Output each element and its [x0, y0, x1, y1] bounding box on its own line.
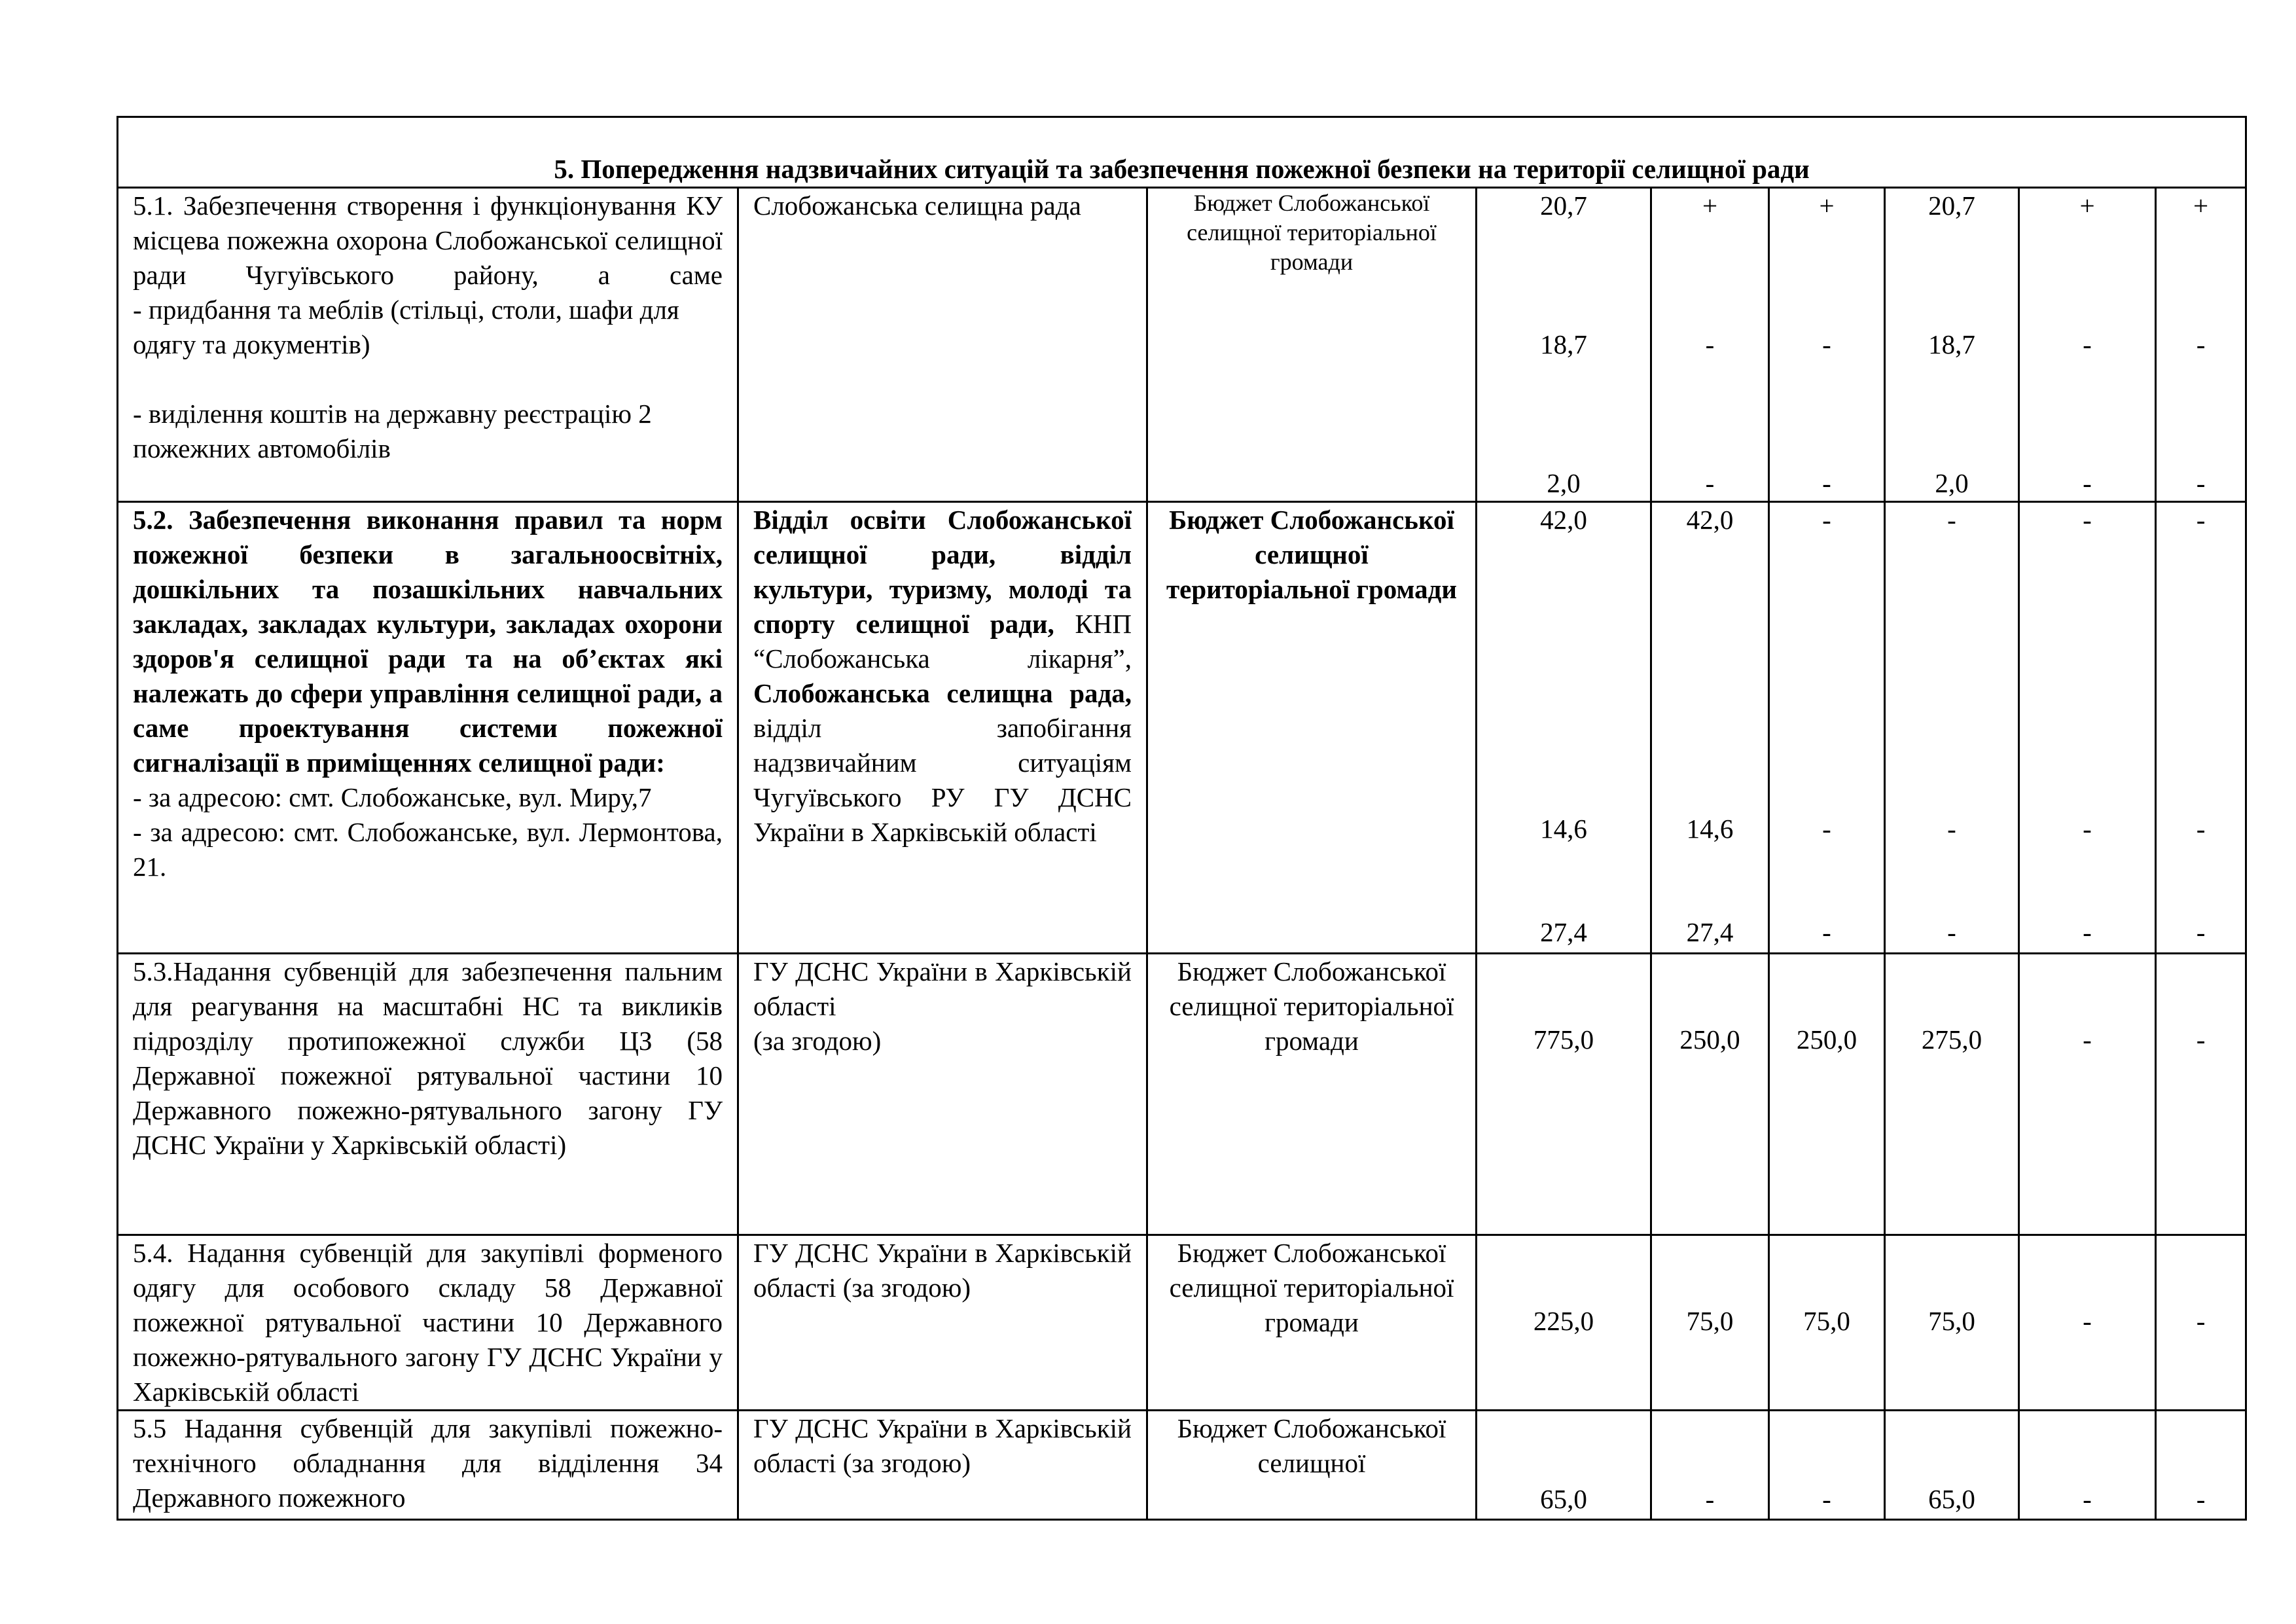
- value: -: [2196, 1024, 2206, 1055]
- value-cell: [1769, 502, 1885, 954]
- value-cell: [1477, 954, 1651, 1235]
- value-cell: [1651, 188, 1769, 502]
- value: 250,0: [1796, 1024, 1857, 1055]
- value: 27,4: [1686, 917, 1734, 947]
- table-row: [118, 1235, 2246, 1411]
- value: 42,0: [1686, 505, 1734, 535]
- value: 18,7: [1540, 329, 1587, 359]
- value: +: [1702, 190, 1718, 221]
- table-row: [118, 502, 2246, 954]
- value: +: [2079, 190, 2095, 221]
- value: 75,0: [1686, 1306, 1734, 1336]
- section-title: 5. Попередження надзвичайних ситуацій та забезпечення пожежної безпеки на території селищної ради: [118, 117, 2246, 188]
- value-cell: [2156, 1411, 2246, 1520]
- value: 775,0: [1533, 1024, 1594, 1055]
- value: 14,6: [1540, 814, 1587, 844]
- measure-name: [118, 188, 738, 502]
- table-row: [118, 188, 2246, 502]
- value: -: [2083, 1484, 2092, 1514]
- executor-text: Відділ освіти Слобожанської селищної ради, відділ культури, туризму, молоді та спорту селищної ради,: [753, 505, 1132, 639]
- value: -: [1947, 814, 1956, 844]
- value-cell: [1651, 502, 1769, 954]
- value-cell: [1885, 188, 2019, 502]
- value-cell: [1885, 1411, 2019, 1520]
- value: 275,0: [1921, 1024, 1982, 1055]
- value: 27,4: [1540, 917, 1587, 947]
- value: 250,0: [1679, 1024, 1740, 1055]
- value: -: [1947, 505, 1956, 535]
- value: -: [2196, 329, 2206, 359]
- value: -: [2083, 917, 2092, 947]
- value: -: [2196, 1484, 2206, 1514]
- executor-text: КНП “Слобожанська лікарня”,: [753, 609, 1132, 674]
- value: -: [2196, 1306, 2206, 1336]
- value: -: [2196, 917, 2206, 947]
- value: +: [1819, 190, 1835, 221]
- funding-source: Бюджет Слобожанської селищної територіальної громади: [1147, 954, 1477, 1235]
- value-cell: [2156, 188, 2246, 502]
- value-cell: [2156, 502, 2246, 954]
- value-cell: [1477, 1235, 1651, 1411]
- value-cell: [1651, 954, 1769, 1235]
- value: -: [2083, 1024, 2092, 1055]
- value-cell: [2019, 188, 2156, 502]
- value: -: [1705, 329, 1715, 359]
- program-table: [117, 116, 2247, 1521]
- executor-text: відділ запобігання надзвичайним ситуаціям Чугуївського РУ ГУ ДСНС України в Харківській області: [753, 713, 1132, 847]
- value: -: [1822, 1484, 1831, 1514]
- value: 18,7: [1928, 329, 1975, 359]
- value: +: [2193, 190, 2209, 221]
- value: -: [2196, 468, 2206, 498]
- measure-text: 5.2. Забезпечення виконання правил та норм пожежної безпеки в загальноосвітніх, дошкільних та позашкільних навчальних закладах, закладах культури, закладах охорони здоров'я селищної ради та на об’єктах які належать до сфери управління селищної ради, а саме проектування системи пожежної сигналізації в приміщеннях селищної ради:: [133, 505, 723, 778]
- value: -: [2083, 505, 2092, 535]
- value: -: [1822, 917, 1831, 947]
- measure-subitem: - придбання та меблів (стільці, столи, шафи для одягу та документів): [133, 295, 679, 359]
- value: 20,7: [1540, 190, 1587, 221]
- value: 2,0: [1935, 468, 1969, 498]
- value: -: [1705, 1484, 1715, 1514]
- measure-text: 5.1. Забезпечення створення і функціонування КУ місцева пожежна охорона Слобожанської селищної ради Чугуївського району, а саме: [133, 190, 723, 290]
- value: 65,0: [1928, 1484, 1975, 1514]
- value: -: [1822, 329, 1831, 359]
- value-cell: [1885, 1235, 2019, 1411]
- executor-text: Слобожанська селищна рада,: [753, 678, 1132, 708]
- value-cell: [2019, 1411, 2156, 1520]
- executor: Слобожанська селищна рада: [738, 188, 1147, 502]
- executor: ГУ ДСНС України в Харківській області (за згодою): [738, 1235, 1147, 1411]
- funding-source: Бюджет Слобожанської селищної територіальної громади: [1147, 188, 1477, 502]
- value-cell: [2156, 1235, 2246, 1411]
- value: -: [2196, 814, 2206, 844]
- measure-subitem: - за адресою: смт. Слобожанське, вул. Лермонтова, 21.: [133, 817, 723, 882]
- value: 75,0: [1803, 1306, 1850, 1336]
- executor: ГУ ДСНС України в Харківській області (за згодою): [738, 1411, 1147, 1520]
- value-cell: [2019, 954, 2156, 1235]
- measure-name: 5.4. Надання субвенцій для закупівлі форменого одягу для особового складу 58 Державної пожежної рятувальної частини 10 Державного пожежно-рятувального загону ГУ ДСНС України у Харківській області: [118, 1235, 738, 1411]
- value: 2,0: [1547, 468, 1581, 498]
- table-row: [118, 954, 2246, 1235]
- value: -: [1822, 814, 1831, 844]
- measure-name: [118, 502, 738, 954]
- value: -: [2083, 1306, 2092, 1336]
- value: -: [2083, 329, 2092, 359]
- value: 42,0: [1540, 505, 1587, 535]
- value-cell: [1769, 1235, 1885, 1411]
- table-row: [118, 1411, 2246, 1520]
- executor: [738, 954, 1147, 1235]
- measure-subitem: - за адресою: смт. Слобожанське, вул. Миру,7: [133, 782, 652, 812]
- value-cell: [2019, 1235, 2156, 1411]
- value: 20,7: [1928, 190, 1975, 221]
- executor: [738, 502, 1147, 954]
- value: -: [2083, 814, 2092, 844]
- funding-source: Бюджет Слобожанської селищної територіальної громади: [1147, 502, 1477, 954]
- section-header-row: [118, 117, 2246, 188]
- value: 14,6: [1686, 814, 1734, 844]
- executor-text: ГУ ДСНС України в Харківській області: [753, 956, 1132, 1021]
- value: 75,0: [1928, 1306, 1975, 1336]
- value-cell: [1477, 1411, 1651, 1520]
- value: 65,0: [1540, 1484, 1587, 1514]
- value-cell: [1651, 1411, 1769, 1520]
- value-cell: [1769, 1411, 1885, 1520]
- value: -: [1705, 468, 1715, 498]
- value: -: [1822, 505, 1831, 535]
- value: -: [2083, 468, 2092, 498]
- value-cell: [1769, 188, 1885, 502]
- funding-source: Бюджет Слобожанської селищної територіальної громади: [1147, 1235, 1477, 1411]
- value-cell: [1885, 954, 2019, 1235]
- value: -: [1822, 468, 1831, 498]
- measure-name: 5.5 Надання субвенцій для закупівлі пожежно-технічного обладнання для відділення 34 Державного пожежного: [118, 1411, 738, 1520]
- value-cell: [1477, 188, 1651, 502]
- value-cell: [1651, 1235, 1769, 1411]
- value: -: [2196, 505, 2206, 535]
- value-cell: [2019, 502, 2156, 954]
- value: -: [1947, 917, 1956, 947]
- funding-source: Бюджет Слобожанської селищної: [1147, 1411, 1477, 1520]
- measure-name: 5.3.Надання субвенцій для забезпечення пальним для реагування на масштабні НС та викликів підрозділу протипожежної служби ЦЗ (58 Державної пожежної рятувальної частини 10 Державного пожежно-рятувального загону ГУ ДСНС України у Харківській області): [118, 954, 738, 1235]
- measure-subitem: - виділення коштів на державну реєстрацію 2 пожежних автомобілів: [133, 399, 652, 463]
- value: 225,0: [1533, 1306, 1594, 1336]
- value-cell: [1885, 502, 2019, 954]
- value-cell: [1769, 954, 1885, 1235]
- value-cell: [1477, 502, 1651, 954]
- executor-text: (за згодою): [753, 1026, 882, 1056]
- value-cell: [2156, 954, 2246, 1235]
